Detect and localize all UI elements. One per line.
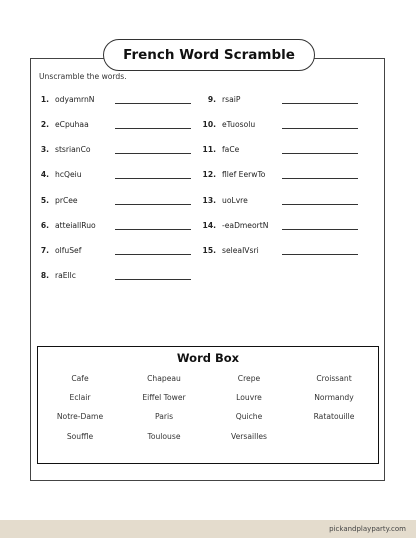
scrambled-word: fllef EerwTo xyxy=(222,170,266,179)
scrambled-word: uoLvre xyxy=(222,196,248,205)
scrambled-word: eCpuhaa xyxy=(55,120,89,129)
answer-line[interactable] xyxy=(282,144,358,154)
scrambled-word: faCe xyxy=(222,145,240,154)
scramble-item xyxy=(33,167,191,179)
item-number: 7. xyxy=(40,246,49,255)
scramble-item xyxy=(200,218,358,230)
item-number: 8. xyxy=(40,271,49,280)
word-box-word: Quiche xyxy=(235,412,263,421)
scramble-item xyxy=(200,92,358,104)
scramble-item xyxy=(33,268,191,280)
scrambled-word: -eaDmeortN xyxy=(222,221,269,230)
answer-line[interactable] xyxy=(282,94,358,104)
instructions: Unscramble the words. xyxy=(39,72,127,81)
scrambled-word: prCee xyxy=(55,196,78,205)
word-box-word: Croissant xyxy=(316,374,352,383)
answer-line[interactable] xyxy=(115,220,191,230)
scramble-item xyxy=(33,243,191,255)
answer-line[interactable] xyxy=(282,169,358,179)
item-number: 4. xyxy=(40,170,49,179)
answer-line[interactable] xyxy=(115,195,191,205)
item-number: 11. xyxy=(202,145,216,154)
scrambled-word: stsrianCo xyxy=(55,145,91,154)
item-number: 6. xyxy=(40,221,49,230)
word-box-title: Word Box xyxy=(176,351,240,365)
item-number: 13. xyxy=(202,196,216,205)
item-number: 1. xyxy=(40,95,49,104)
word-box-word: Chapeau xyxy=(147,374,181,383)
item-number: 5. xyxy=(40,196,49,205)
scramble-item xyxy=(200,142,358,154)
answer-line[interactable] xyxy=(282,220,358,230)
answer-line[interactable] xyxy=(115,245,191,255)
word-box-word: Souffle xyxy=(66,432,94,441)
scramble-item xyxy=(33,92,191,104)
scramble-item xyxy=(33,193,191,205)
scramble-item xyxy=(33,142,191,154)
word-box-word: Paris xyxy=(154,412,174,421)
word-box-word: Louvre xyxy=(236,393,262,402)
scrambled-word: rsaiP xyxy=(222,95,241,104)
answer-line[interactable] xyxy=(115,169,191,179)
answer-line[interactable] xyxy=(115,144,191,154)
answer-line[interactable] xyxy=(115,94,191,104)
item-number: 3. xyxy=(40,145,49,154)
word-box-word: Eclair xyxy=(69,393,91,402)
word-box-word: Ratatouille xyxy=(313,412,355,421)
item-number: 12. xyxy=(202,170,216,179)
word-box-word: Notre-Dame xyxy=(56,412,104,421)
item-number: 2. xyxy=(40,120,49,129)
scramble-item xyxy=(33,218,191,230)
scramble-item xyxy=(200,117,358,129)
scramble-item xyxy=(33,117,191,129)
word-box-word: Versailles xyxy=(231,432,267,441)
footer-url[interactable]: pickandplayparty.com xyxy=(329,525,406,533)
scrambled-word: hcQeiu xyxy=(55,170,82,179)
item-number: 10. xyxy=(202,120,216,129)
scrambled-word: olfuSef xyxy=(55,246,82,255)
scrambled-word: seleaIVsri xyxy=(222,246,259,255)
footer-band xyxy=(0,520,416,538)
scramble-item xyxy=(200,243,358,255)
scrambled-word: atteiallRuo xyxy=(55,221,96,230)
item-number: 14. xyxy=(202,221,216,230)
answer-line[interactable] xyxy=(282,119,358,129)
scrambled-word: raEllc xyxy=(55,271,76,280)
scrambled-word: eTuosolu xyxy=(222,120,256,129)
word-box xyxy=(37,346,379,464)
scramble-item xyxy=(200,167,358,179)
word-box-word: Crepe xyxy=(237,374,261,383)
answer-line[interactable] xyxy=(115,270,191,280)
answer-line[interactable] xyxy=(282,245,358,255)
word-box-word: Toulouse xyxy=(147,432,181,441)
word-box-word: Eiffel Tower xyxy=(142,393,186,402)
scramble-item xyxy=(200,193,358,205)
page-title: French Word Scramble xyxy=(103,39,315,71)
answer-line[interactable] xyxy=(282,195,358,205)
item-number: 9. xyxy=(207,95,216,104)
word-box-word: Normandy xyxy=(314,393,354,402)
scrambled-word: odyamrnN xyxy=(55,95,95,104)
word-box-word: Cafe xyxy=(71,374,89,383)
item-number: 15. xyxy=(202,246,216,255)
answer-line[interactable] xyxy=(115,119,191,129)
